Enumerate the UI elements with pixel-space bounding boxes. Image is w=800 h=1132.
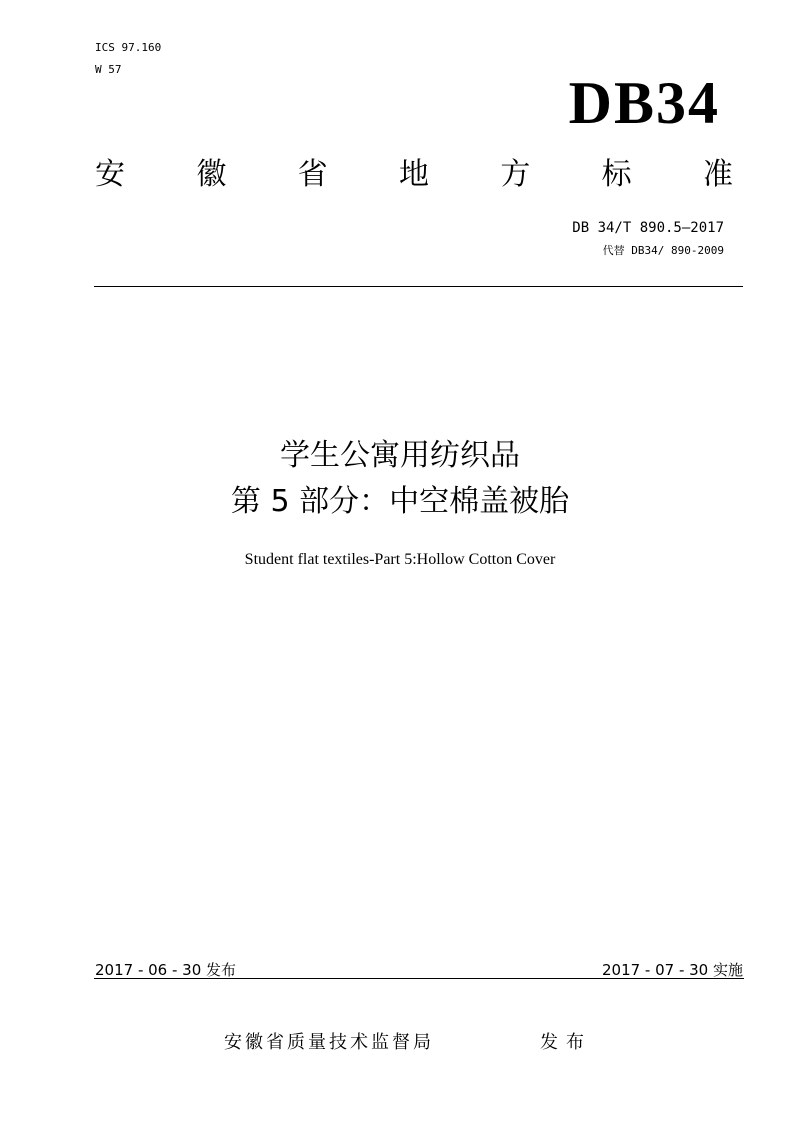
- standard-code-logo: DB34: [568, 70, 720, 136]
- document-title-line-2: 第 5 部分：中空棉盖被胎: [230, 484, 570, 519]
- standard-number: DB 34/T 890.5—2017: [572, 220, 724, 236]
- province-title-char: 安: [95, 157, 125, 192]
- publisher-name: 安徽省质量技术监督局: [224, 1032, 434, 1053]
- top-divider: [94, 286, 743, 287]
- ics-code: ICS 97.160: [95, 41, 162, 54]
- province-title-char: 省: [297, 157, 328, 192]
- issue-date: 2017 - 06 - 30 发布: [95, 961, 237, 979]
- province-standard-title: [95, 157, 733, 193]
- province-title-char: 方: [500, 157, 531, 192]
- bottom-divider: [94, 978, 744, 979]
- classification-code: W 57: [95, 63, 122, 76]
- province-title-char: 地: [398, 157, 429, 192]
- province-title-char: 徽: [196, 157, 227, 192]
- publish-label: 发布: [540, 1032, 592, 1053]
- replaces-note: 代替 DB34/ 890-2009: [602, 244, 724, 257]
- implementation-date: 2017 - 07 - 30 实施: [601, 961, 743, 979]
- document-title-line-1: 学生公寓用纺织品: [280, 438, 520, 473]
- english-title: Student flat textiles-Part 5:Hollow Cotton Cover: [244, 551, 556, 568]
- province-title-char: 标: [601, 157, 632, 192]
- province-title-char: 准: [702, 157, 733, 192]
